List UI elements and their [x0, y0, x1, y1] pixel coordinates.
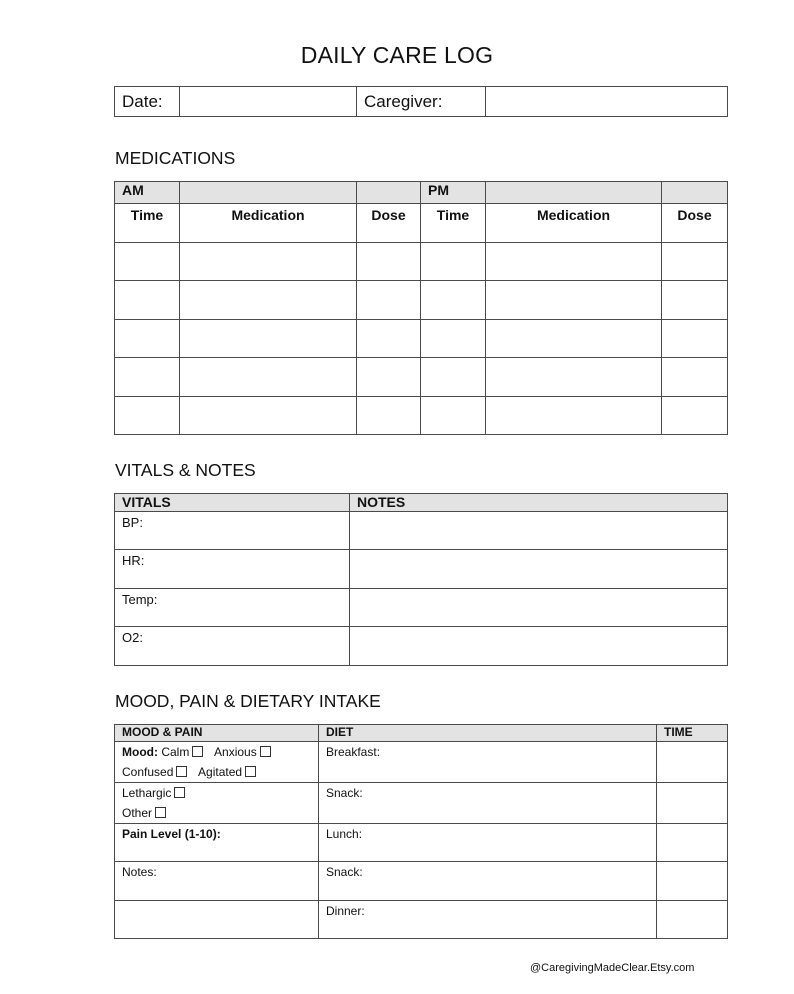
pm-medication-cell[interactable] [486, 243, 662, 281]
pm-dose-cell[interactable] [662, 397, 728, 435]
mood-row [115, 742, 728, 783]
diet-label: Snack: [326, 786, 363, 800]
caregiver-label: Caregiver: [357, 87, 486, 117]
notes-continued-cell[interactable] [115, 901, 319, 939]
am-time-cell[interactable] [115, 320, 180, 358]
date-label: Date: [115, 87, 180, 117]
mood-title: MOOD, PAIN & DIETARY INTAKE [115, 691, 381, 711]
mood-diet-table [114, 724, 728, 939]
vital-temp-cell[interactable]: Temp: [115, 589, 350, 627]
col-am-medication: Medication [180, 204, 357, 243]
medication-row [115, 397, 728, 435]
am-dose-cell[interactable] [357, 397, 421, 435]
vitals-table [114, 493, 728, 666]
mood-label: Mood: [122, 745, 158, 759]
am-time-cell[interactable] [115, 358, 180, 397]
col-am-time: Time [115, 204, 180, 243]
pm-header: PM [421, 182, 486, 204]
pm-dose-cell[interactable] [662, 243, 728, 281]
vitals-header: VITALS [115, 494, 350, 512]
pm-medication-cell[interactable] [486, 281, 662, 320]
am-dose-cell[interactable] [357, 281, 421, 320]
am-time-cell[interactable] [115, 397, 180, 435]
medications-table [114, 181, 728, 435]
am-dose-cell[interactable] [357, 320, 421, 358]
diet-label: Breakfast: [326, 745, 381, 759]
am-dose-cell[interactable] [357, 358, 421, 397]
am-header-fill [357, 182, 421, 204]
vital-o2-cell[interactable]: O2: [115, 627, 350, 666]
time-header: TIME [657, 725, 728, 742]
vital-notes-cell[interactable] [350, 550, 728, 589]
pm-time-cell[interactable] [421, 243, 486, 281]
am-time-cell[interactable] [115, 281, 180, 320]
mood-options-cell [115, 742, 319, 783]
diet-label: Lunch: [326, 827, 363, 841]
pm-medication-cell[interactable] [486, 397, 662, 435]
am-medication-cell[interactable] [180, 281, 357, 320]
mood-option-label: Confused [122, 765, 174, 779]
mood-option-label: Agitated [198, 765, 243, 779]
pm-header-fill [662, 182, 728, 204]
mood-row [115, 824, 728, 862]
vital-notes-cell[interactable] [350, 512, 728, 550]
am-header: AM [115, 182, 180, 204]
lethargic-checkbox[interactable] [174, 787, 185, 798]
medication-row [115, 320, 728, 358]
vitals-title: VITALS & NOTES [115, 460, 256, 480]
mood-option-label: Lethargic [122, 786, 172, 800]
date-field[interactable] [180, 87, 357, 117]
mood-option-label: Anxious [214, 745, 257, 759]
mood-option-label: Calm [161, 745, 190, 759]
footer-credit: @CaregivingMadeClear.Etsy.com [530, 962, 695, 974]
vitals-row [115, 627, 728, 666]
pm-time-cell[interactable] [421, 358, 486, 397]
mood-row [115, 862, 728, 901]
pm-time-cell[interactable] [421, 397, 486, 435]
medication-row [115, 358, 728, 397]
vitals-row [115, 550, 728, 589]
other-checkbox[interactable] [155, 807, 166, 818]
agitated-checkbox[interactable] [245, 766, 256, 777]
col-pm-time: Time [421, 204, 486, 243]
diet-time-cell[interactable] [657, 901, 728, 939]
col-pm-dose: Dose [662, 204, 728, 243]
pm-dose-cell[interactable] [662, 320, 728, 358]
medications-title: MEDICATIONS [115, 148, 236, 168]
page-title: DAILY CARE LOG [300, 42, 494, 68]
diet-time-cell[interactable] [657, 742, 728, 783]
diet-label: Snack: [326, 865, 363, 879]
notes-header: NOTES [350, 494, 728, 512]
diet-cell[interactable] [319, 783, 657, 824]
am-medication-cell[interactable] [180, 397, 357, 435]
pm-header-fill [486, 182, 662, 204]
vital-notes-cell[interactable] [350, 627, 728, 666]
diet-cell[interactable] [319, 901, 657, 939]
diet-time-cell[interactable] [657, 783, 728, 824]
pm-time-cell[interactable] [421, 281, 486, 320]
am-medication-cell[interactable] [180, 358, 357, 397]
diet-cell[interactable] [319, 824, 657, 862]
am-medication-cell[interactable] [180, 243, 357, 281]
vital-notes-cell[interactable] [350, 589, 728, 627]
mood-row [115, 901, 728, 939]
diet-label: Dinner: [326, 904, 365, 918]
calm-checkbox[interactable] [192, 746, 203, 757]
pm-medication-cell[interactable] [486, 358, 662, 397]
diet-cell[interactable] [319, 742, 657, 783]
diet-cell[interactable] [319, 862, 657, 901]
mood-option-label: Other [122, 806, 153, 820]
mood-row [115, 783, 728, 824]
am-medication-cell[interactable] [180, 320, 357, 358]
mood-pain-header: MOOD & PAIN [115, 725, 319, 742]
pm-time-cell[interactable] [421, 320, 486, 358]
pain-level-cell[interactable]: Pain Level (1-10): [115, 824, 319, 862]
vitals-row [115, 512, 728, 550]
anxious-checkbox[interactable] [260, 746, 271, 757]
col-am-dose: Dose [357, 204, 421, 243]
pm-medication-cell[interactable] [486, 320, 662, 358]
diet-time-cell[interactable] [657, 862, 728, 901]
medication-row [115, 281, 728, 320]
caregiver-field[interactable] [486, 87, 728, 117]
mood-options-cell [115, 783, 319, 824]
am-time-cell[interactable] [115, 243, 180, 281]
vitals-row [115, 589, 728, 627]
col-pm-medication: Medication [486, 204, 662, 243]
vital-bp-cell[interactable]: BP: [115, 512, 350, 550]
diet-header: DIET [319, 725, 657, 742]
diet-time-cell[interactable] [657, 824, 728, 862]
pm-dose-cell[interactable] [662, 358, 728, 397]
vital-hr-cell[interactable]: HR: [115, 550, 350, 589]
notes-cell[interactable]: Notes: [115, 862, 319, 901]
medication-row [115, 243, 728, 281]
am-header-fill [180, 182, 357, 204]
am-dose-cell[interactable] [357, 243, 421, 281]
confused-checkbox[interactable] [176, 766, 187, 777]
date-caregiver-table [114, 86, 728, 117]
pm-dose-cell[interactable] [662, 281, 728, 320]
